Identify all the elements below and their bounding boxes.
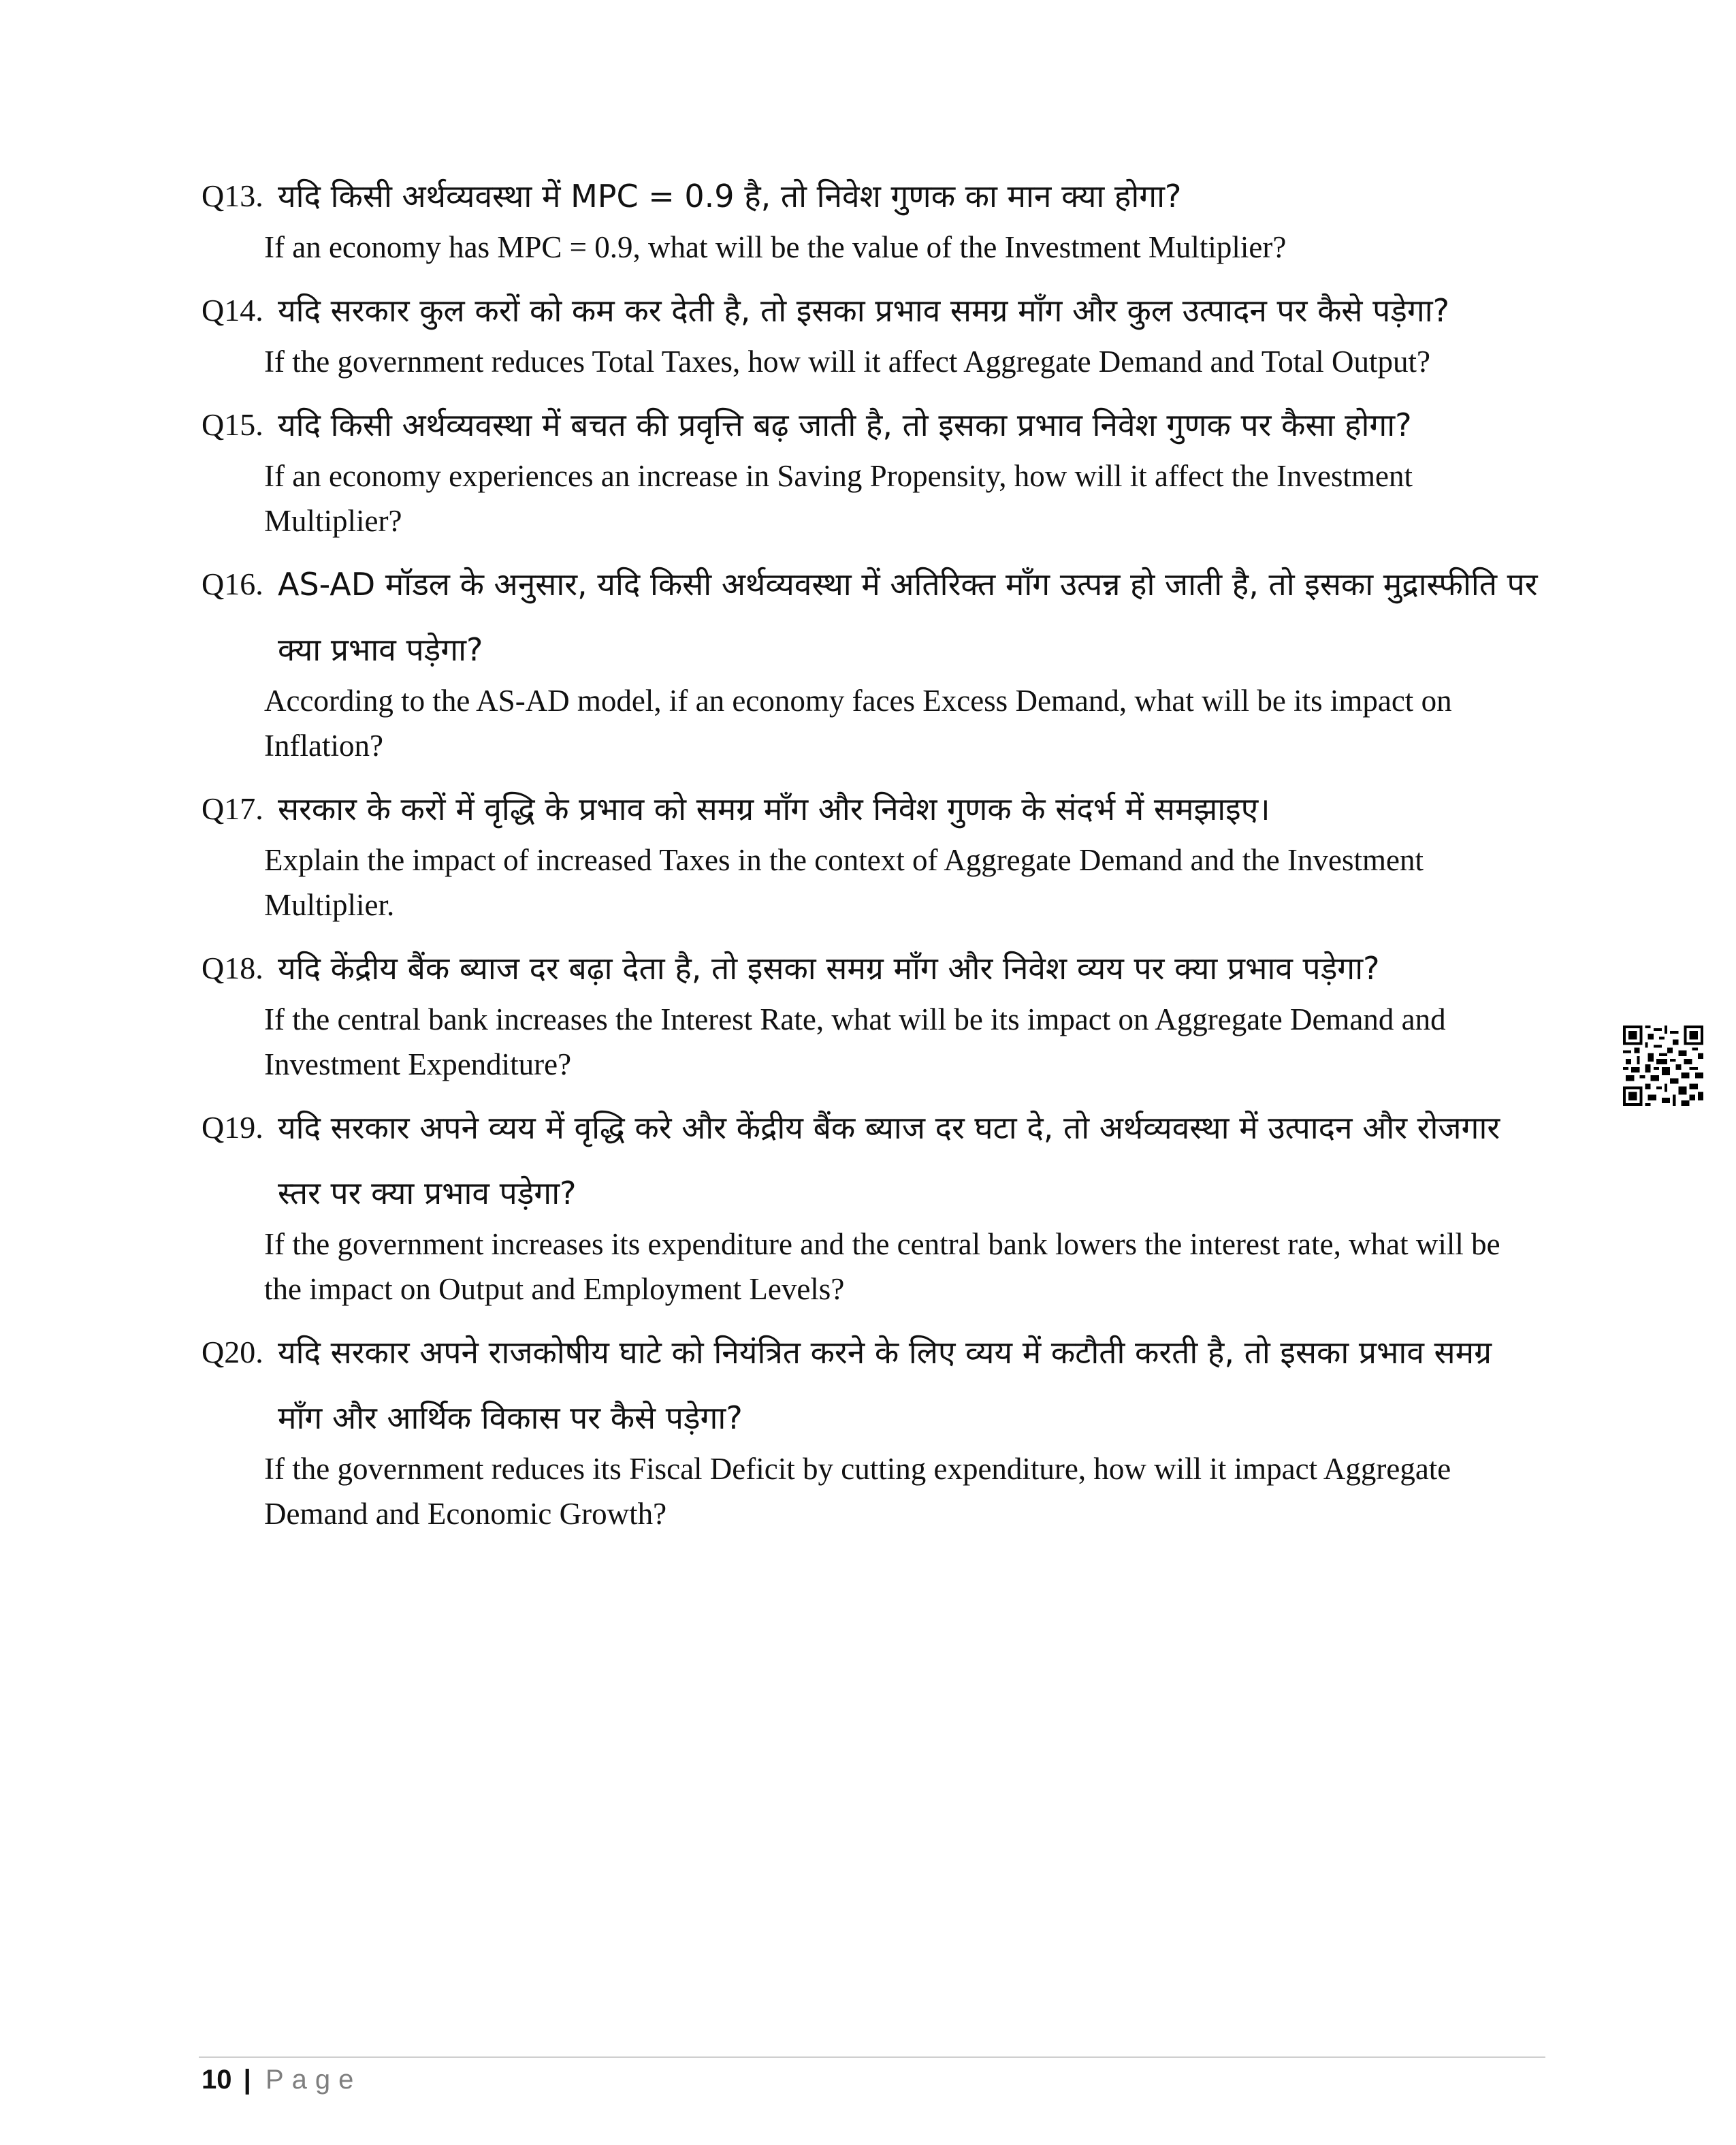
question-text-english: If the government increases its expenditure and the central bank lowers the interest rate, what will be the impact on Output and Employment Levels? [264,1227,1500,1306]
question-number: Q20. [202,1335,263,1369]
question-text-english: If an economy has MPC = 0.9, what will be the value of the Investment Multiplier? [264,230,1287,264]
question-number: Q14. [202,293,263,328]
question-14 [202,278,1549,384]
question-19 [202,1095,1549,1312]
question-text-hindi: यदि केंद्रीय बैंक ब्याज दर बढ़ा देता है, तो इसका समग्र माँग और निवेश व्यय पर क्या प्रभाव पड़ेगा? [278,950,1380,987]
question-text-hindi: यदि किसी अर्थव्यवस्था में बचत की प्रवृत्ति बढ़ जाती है, तो इसका प्रभाव निवेश गुणक पर कैसा होगा? [278,407,1412,443]
question-list [202,163,1549,1544]
question-text-hindi: AS-AD मॉडल के अनुसार, यदि किसी अर्थव्यवस्था में अतिरिक्त माँग उत्पन्न हो जाती है, तो इसका मुद्रास्फीति पर क्या प्रभाव पड़ेगा? [278,566,1538,668]
question-text-english: If an economy experiences an increase in Saving Propensity, how will it affect the Investment Multiplier? [264,459,1413,538]
question-text-hindi: यदि सरकार अपने राजकोषीय घाटे को नियंत्रित करने के लिए व्यय में कटौती करती है, तो इसका प्रभाव समग्र माँग और आर्थिक विकास पर कैसे पड़ेगा? [278,1334,1492,1436]
question-number: Q19. [202,1110,263,1145]
question-16 [202,552,1549,768]
question-13 [202,163,1549,270]
page-label: Page [265,2065,362,2095]
qr-code-icon[interactable] [1623,1026,1703,1106]
question-20 [202,1320,1549,1536]
question-number: Q16. [202,567,263,601]
question-text-hindi: सरकार के करों में वृद्धि के प्रभाव को समग्र माँग और निवेश गुणक के संदर्भ में समझाइए। [278,791,1270,827]
question-number: Q18. [202,951,263,985]
question-15 [202,392,1549,543]
question-number: Q15. [202,407,263,442]
question-text-english: According to the AS-AD model, if an economy faces Excess Demand, what will be its impact on Inflation? [264,684,1452,763]
question-17 [202,776,1549,927]
question-number: Q17. [202,791,263,826]
question-text-hindi: यदि सरकार अपने व्यय में वृद्धि करे और केंद्रीय बैंक ब्याज दर घटा दे, तो अर्थव्यवस्था में उत्पादन और रोजगार स्तर पर क्या प्रभाव पड़ेगा? [278,1109,1500,1211]
question-text-english: If the government reduces Total Taxes, how will it affect Aggregate Demand and Total Output? [264,345,1430,379]
question-text-hindi: यदि किसी अर्थव्यवस्था में MPC = 0.9 है, तो निवेश गुणक का मान क्या होगा? [278,178,1182,214]
question-18 [202,936,1549,1087]
footer-separator: | [243,2065,251,2095]
question-text-english: If the central bank increases the Interest Rate, what will be its impact on Aggregate Demand and Investment Expenditure? [264,1002,1446,1081]
page-footer [202,2061,361,2099]
question-text-hindi: यदि सरकार कुल करों को कम कर देती है, तो इसका प्रभाव समग्र माँग और कुल उत्पादन पर कैसे पड़ेगा? [278,292,1450,329]
question-text-english: Explain the impact of increased Taxes in the context of Aggregate Demand and the Investment Multiplier. [264,843,1424,922]
question-text-english: If the government reduces its Fiscal Deficit by cutting expenditure, how will it impact Aggregate Demand and Economic Growth? [264,1452,1451,1531]
question-number: Q13. [202,178,263,213]
page-number: 10 [202,2065,232,2095]
footer-divider [199,2056,1545,2058]
